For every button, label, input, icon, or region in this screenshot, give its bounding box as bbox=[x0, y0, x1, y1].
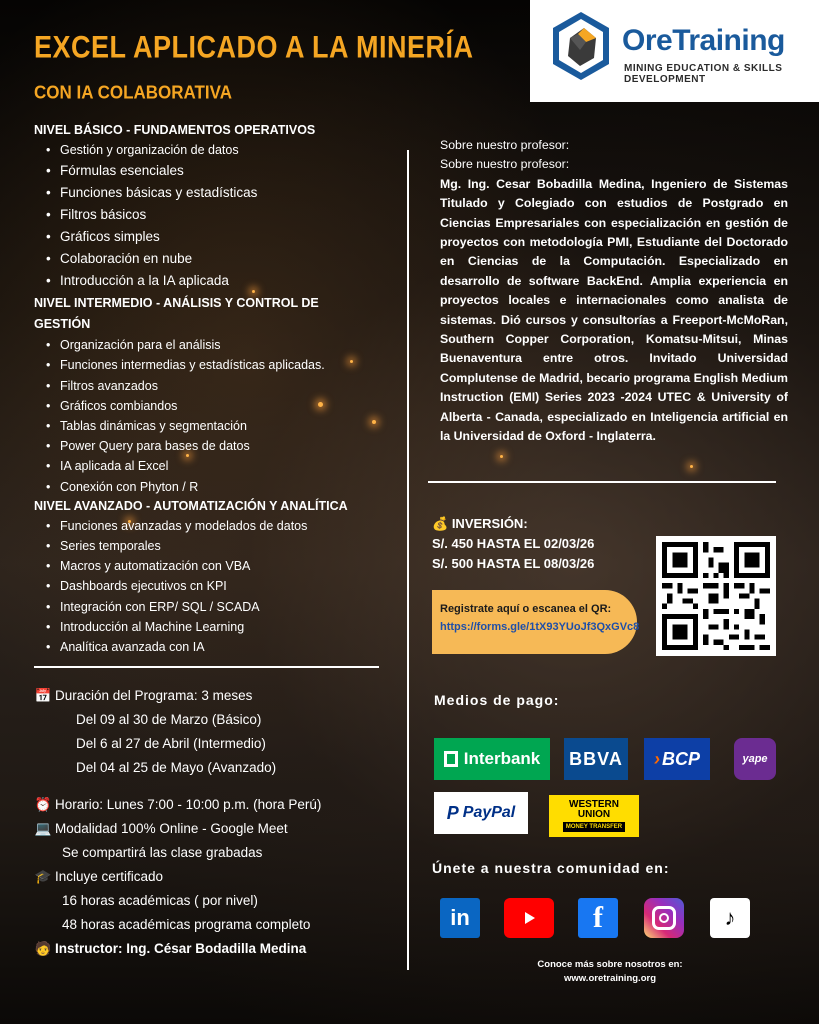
date-range: Del 09 al 30 de Marzo (Básico) bbox=[76, 712, 262, 727]
interbank-label: Interbank bbox=[463, 749, 541, 768]
program-info bbox=[34, 684, 394, 961]
registration-box[interactable] bbox=[432, 590, 640, 654]
curriculum bbox=[34, 121, 374, 657]
calendar-icon: 📅 bbox=[34, 688, 52, 703]
youtube-icon[interactable] bbox=[504, 898, 554, 938]
bcp-arrow-icon: › bbox=[653, 748, 660, 769]
level-list bbox=[34, 335, 374, 497]
hours-per-level: 16 horas académicas ( por nivel) bbox=[62, 893, 258, 908]
divider bbox=[428, 481, 776, 483]
vertical-divider bbox=[407, 150, 409, 970]
level-heading: NIVEL BÁSICO - FUNDAMENTOS OPERATIVOS bbox=[34, 123, 316, 137]
paypal-icon: P bbox=[446, 802, 459, 823]
bcp-label: BCP bbox=[661, 748, 700, 769]
level-heading: NIVEL INTERMEDIO - ANÁLISIS Y CONTROL DE GESTIÓN bbox=[34, 296, 319, 332]
list-item: • Integración con ERP/ SQL / SCADA bbox=[46, 597, 374, 617]
hexagon-ore-icon bbox=[550, 10, 612, 82]
teacher-icon: 🧑 bbox=[34, 941, 52, 956]
list-item: • Funciones avanzadas y modelados de datos bbox=[46, 516, 374, 536]
price-tier: S/. 450 HASTA EL 02/03/26 bbox=[432, 536, 595, 551]
registration-label: Registrate aquí o escanea el QR: bbox=[440, 603, 612, 615]
certificate-label: Incluye certificado bbox=[55, 869, 164, 884]
date-range: Del 04 al 25 de Mayo (Avanzado) bbox=[76, 760, 277, 775]
linkedin-icon[interactable]: in bbox=[440, 898, 480, 938]
list-item: • Gestión y organización de datos bbox=[46, 140, 374, 160]
list-item: • Fórmulas esenciales bbox=[46, 160, 374, 182]
instructor-row bbox=[34, 937, 394, 961]
yape-logo: yape bbox=[734, 738, 776, 780]
modality-label: Modalidad 100% Online - Google Meet bbox=[55, 821, 288, 836]
community-title: Únete a nuestra comunidad en: bbox=[432, 860, 670, 876]
instagram-camera-icon bbox=[652, 906, 676, 930]
western-union-logo bbox=[549, 795, 639, 837]
page-subtitle: CON IA COLABORATIVA bbox=[34, 82, 233, 103]
investment-heading bbox=[432, 514, 594, 534]
date-range: Del 6 al 27 de Abril (Intermedio) bbox=[76, 736, 266, 751]
more-info bbox=[520, 958, 700, 986]
list-item: • IA aplicada al Excel bbox=[46, 456, 374, 476]
instagram-icon[interactable] bbox=[644, 898, 684, 938]
bcp-logo bbox=[644, 738, 710, 780]
logo-tagline bbox=[624, 63, 782, 85]
website-link[interactable]: www.oretraining.org bbox=[563, 973, 656, 984]
professor-bio: Mg. Ing. Cesar Bobadilla Medina, Ingeniero de Sistemas Titulado y Colegiado con estudios de Postgrado en Ciencias Empresariales con especialización en gestión de proyectos con metodología PMI, Estudiante del Doctorado en Ciencias de la Computación. Especializado en desarrollo de software BackEnd. Amplia experiencia en proyectos locales e internacionales como analista de sistemas. Dió cursos y consultorías a Freeport-McMoRan, Southern Copper Corporation, Komatsu-Mitsui, Minas Buenaventura entre otros. Invitado Universidad Complutense de Madrid, becario programa English Medium Instruction (EMI) Series 2023 -2024 UTEC & University of Alberta - Canada, especializado en Inteligencia artificial en la Universidad de Oxford - Inglaterra. bbox=[440, 176, 788, 444]
recorded-note: Se compartirá las clase grabadas bbox=[62, 845, 263, 860]
spark-decoration bbox=[500, 455, 503, 458]
list-item: • Introducción a la IA aplicada bbox=[46, 270, 374, 292]
level-list bbox=[34, 140, 374, 292]
wu-line: UNION bbox=[577, 809, 611, 820]
logo-banner[interactable] bbox=[530, 0, 819, 102]
list-item: • Gráficos simples bbox=[46, 226, 374, 248]
qr-code[interactable] bbox=[656, 536, 776, 656]
youtube-play-icon bbox=[520, 909, 538, 927]
tiktok-icon[interactable]: ♪ bbox=[710, 898, 750, 938]
schedule-row bbox=[34, 793, 394, 817]
duration-row bbox=[34, 684, 394, 708]
list-item: • Introducción al Machine Learning bbox=[46, 617, 374, 637]
paypal-label: PayPal bbox=[462, 804, 516, 821]
interbank-logo bbox=[434, 738, 550, 780]
investment-section bbox=[432, 514, 594, 574]
qr-code-image bbox=[662, 542, 770, 650]
interbank-icon bbox=[444, 751, 458, 767]
wu-line: MONEY TRANSFER bbox=[563, 822, 625, 832]
page-title: EXCEL APLICADO A LA MINERÍA bbox=[34, 30, 474, 65]
list-item: • Power Query para bases de datos bbox=[46, 436, 374, 456]
laptop-icon: 💻 bbox=[34, 821, 52, 836]
logo-tagline-line: MINING EDUCATION & SKILLS bbox=[624, 63, 783, 74]
list-item: • Conexión con Phyton / R bbox=[46, 477, 374, 497]
duration-label: Duración del Programa: 3 meses bbox=[55, 688, 253, 703]
list-item: • Filtros avanzados bbox=[46, 376, 374, 396]
list-item: • Macros y automatización con VBA bbox=[46, 556, 374, 576]
more-label: Conoce más sobre nosotros en: bbox=[537, 959, 683, 970]
professor-heading: Sobre nuestro profesor: bbox=[440, 138, 570, 152]
money-bag-icon: 💰 bbox=[432, 516, 449, 531]
schedule-label: Horario: Lunes 7:00 - 10:00 p.m. (hora Perú) bbox=[55, 797, 322, 812]
graduation-cap-icon: 🎓 bbox=[34, 869, 52, 884]
professor-heading: Sobre nuestro profesor: bbox=[440, 157, 570, 172]
logo-name: OreTraining bbox=[622, 24, 785, 57]
hours-full: 48 horas académicas programa completo bbox=[62, 917, 311, 932]
modality-row bbox=[34, 817, 394, 841]
list-item: • Funciones básicas y estadísticas bbox=[46, 182, 374, 204]
level-list bbox=[34, 516, 374, 657]
divider bbox=[34, 666, 379, 668]
price-tier: S/. 500 HASTA EL 08/03/26 bbox=[432, 556, 595, 571]
certificate-row bbox=[34, 865, 394, 889]
registration-link[interactable]: https://forms.gle/1tX93YUoJf3QxGVc8 bbox=[440, 621, 640, 633]
list-item: • Colaboración en nube bbox=[46, 248, 374, 270]
list-item: • Funciones intermedias y estadísticas aplicadas. bbox=[46, 355, 374, 375]
facebook-icon[interactable]: f bbox=[578, 898, 618, 938]
investment-label: INVERSIÓN: bbox=[451, 516, 528, 531]
spark-decoration bbox=[690, 465, 693, 468]
payment-title: Medios de pago: bbox=[434, 692, 560, 708]
alarm-clock-icon: ⏰ bbox=[34, 797, 52, 812]
list-item: • Organización para el análisis bbox=[46, 335, 374, 355]
list-item: • Tablas dinámicas y segmentación bbox=[46, 416, 374, 436]
professor-section bbox=[440, 136, 788, 447]
wu-line: WESTERN bbox=[569, 799, 619, 810]
list-item: • Analítica avanzada con IA bbox=[46, 637, 374, 657]
list-item: • Dashboards ejecutivos cn KPI bbox=[46, 576, 374, 596]
list-item: • Filtros básicos bbox=[46, 204, 374, 226]
logo-tagline-line: DEVELOPMENT bbox=[624, 74, 706, 85]
instructor-label: Instructor: Ing. César Bodadilla Medina bbox=[55, 941, 307, 956]
list-item: • Series temporales bbox=[46, 536, 374, 556]
paypal-logo bbox=[434, 792, 528, 834]
list-item: • Gráficos combiandos bbox=[46, 396, 374, 416]
level-heading: NIVEL AVANZADO - AUTOMATIZACIÓN Y ANALÍTICA bbox=[34, 498, 348, 513]
bbva-logo: BBVA bbox=[564, 738, 628, 780]
